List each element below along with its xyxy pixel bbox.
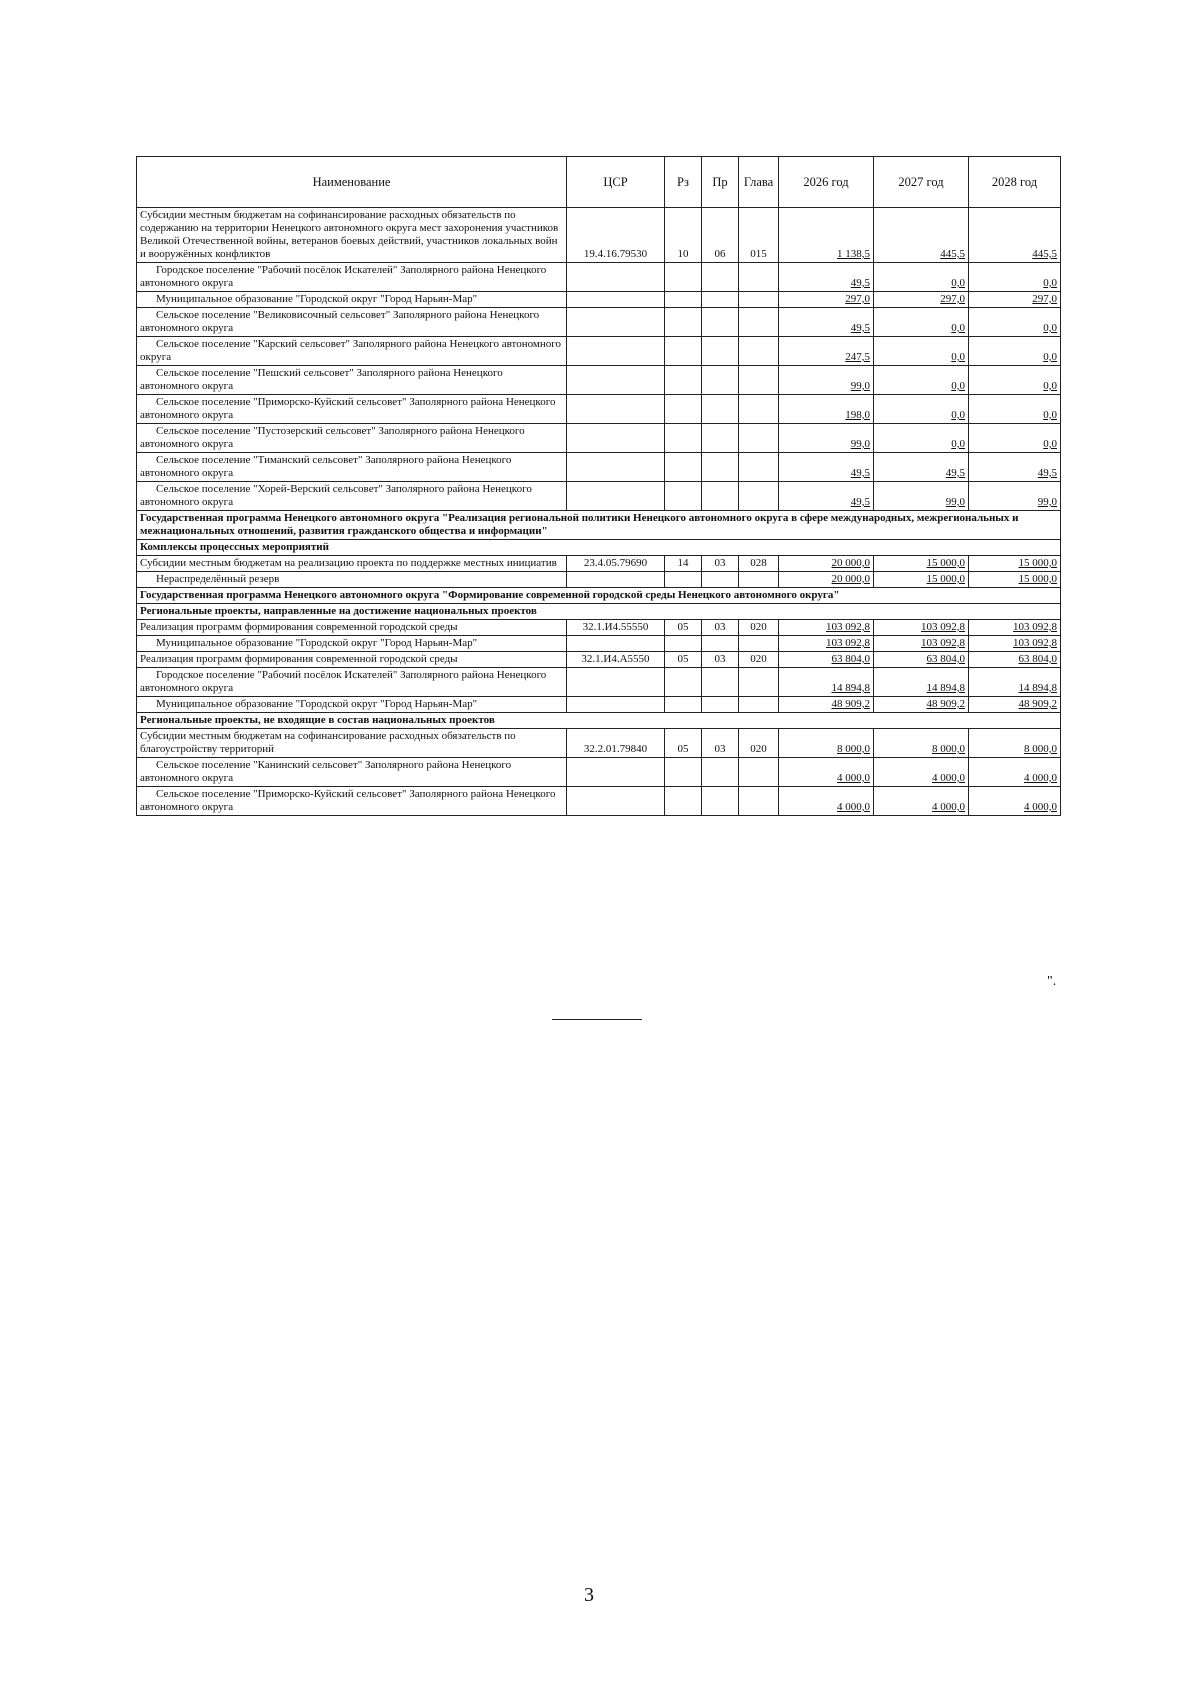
cell-rz: 10 [665, 208, 702, 263]
cell-2028: 0,0 [969, 308, 1061, 337]
cell-name: Муниципальное образование "Городской округ "Город Нарьян-Мар" [137, 636, 567, 652]
cell-name: Сельское поселение "Тиманский сельсовет" Заполярного района Ненецкого автономного округа [137, 453, 567, 482]
cell-2026: 99,0 [779, 366, 874, 395]
cell-glava [739, 572, 779, 588]
cell-2028: 63 804,0 [969, 652, 1061, 668]
cell-pr [702, 697, 739, 713]
table-body [137, 208, 1061, 816]
table-header-row [137, 157, 1061, 208]
cell-csr [567, 395, 665, 424]
section-row [137, 604, 1061, 620]
cell-2027: 4 000,0 [874, 787, 969, 816]
table-row [137, 668, 1061, 697]
header-name: Наименование [137, 157, 567, 208]
table-row [137, 787, 1061, 816]
cell-rz [665, 337, 702, 366]
cell-pr: 03 [702, 620, 739, 636]
cell-rz [665, 787, 702, 816]
cell-glava [739, 787, 779, 816]
cell-name: Сельское поселение "Хорей-Верский сельсовет" Заполярного района Ненецкого автономного округа [137, 482, 567, 511]
table-row [137, 697, 1061, 713]
cell-pr [702, 424, 739, 453]
cell-rz [665, 482, 702, 511]
cell-glava [739, 453, 779, 482]
cell-2026: 20 000,0 [779, 572, 874, 588]
cell-2027: 445,5 [874, 208, 969, 263]
cell-rz [665, 292, 702, 308]
cell-rz [665, 453, 702, 482]
cell-rz: 05 [665, 652, 702, 668]
table-row [137, 366, 1061, 395]
table-row [137, 292, 1061, 308]
cell-csr [567, 337, 665, 366]
cell-name: Сельское поселение "Приморско-Куйский сельсовет" Заполярного района Ненецкого автономного округа [137, 787, 567, 816]
cell-glava [739, 636, 779, 652]
cell-name: Реализация программ формирования современной городской среды [137, 652, 567, 668]
cell-glava: 028 [739, 556, 779, 572]
cell-csr [567, 572, 665, 588]
cell-2027: 0,0 [874, 308, 969, 337]
cell-csr [567, 263, 665, 292]
header-pr: Пр [702, 157, 739, 208]
cell-rz: 05 [665, 729, 702, 758]
cell-glava: 020 [739, 729, 779, 758]
cell-csr: 32.1.И4.55550 [567, 620, 665, 636]
table-row [137, 620, 1061, 636]
header-glava: Глава [739, 157, 779, 208]
table-row [137, 308, 1061, 337]
cell-rz: 14 [665, 556, 702, 572]
cell-rz [665, 395, 702, 424]
table-row [137, 453, 1061, 482]
section-row [137, 540, 1061, 556]
cell-2026: 297,0 [779, 292, 874, 308]
table-row [137, 758, 1061, 787]
page-number: 3 [584, 1584, 594, 1606]
cell-2027: 63 804,0 [874, 652, 969, 668]
cell-pr: 03 [702, 652, 739, 668]
table-row [137, 395, 1061, 424]
cell-2028: 15 000,0 [969, 572, 1061, 588]
cell-glava [739, 482, 779, 511]
cell-pr [702, 758, 739, 787]
cell-2028: 4 000,0 [969, 758, 1061, 787]
cell-name: Сельское поселение "Великовисочный сельсовет" Заполярного района Ненецкого автономного округа [137, 308, 567, 337]
cell-csr [567, 697, 665, 713]
cell-2026: 63 804,0 [779, 652, 874, 668]
cell-glava [739, 395, 779, 424]
cell-glava [739, 308, 779, 337]
cell-pr [702, 308, 739, 337]
cell-glava: 015 [739, 208, 779, 263]
cell-name: Нераспределённый резерв [137, 572, 567, 588]
cell-glava: 020 [739, 620, 779, 636]
table-row [137, 652, 1061, 668]
section-title: Государственная программа Ненецкого автономного округа "Формирование современной городской среды Ненецкого автономного округа" [137, 588, 1061, 604]
cell-rz [665, 263, 702, 292]
cell-name: Сельское поселение "Канинский сельсовет" Заполярного района Ненецкого автономного округа [137, 758, 567, 787]
cell-2028: 99,0 [969, 482, 1061, 511]
cell-pr [702, 787, 739, 816]
cell-2027: 0,0 [874, 337, 969, 366]
cell-2027: 103 092,8 [874, 636, 969, 652]
cell-csr: 23.4.05.79690 [567, 556, 665, 572]
header-2027: 2027 год [874, 157, 969, 208]
cell-2027: 49,5 [874, 453, 969, 482]
cell-2026: 247,5 [779, 337, 874, 366]
cell-name: Субсидии местным бюджетам на софинансирование расходных обязательств по благоустройству территорий [137, 729, 567, 758]
cell-pr [702, 263, 739, 292]
cell-2028: 49,5 [969, 453, 1061, 482]
cell-2027: 15 000,0 [874, 572, 969, 588]
cell-csr [567, 366, 665, 395]
cell-2027: 297,0 [874, 292, 969, 308]
cell-pr: 03 [702, 556, 739, 572]
cell-csr [567, 424, 665, 453]
cell-2026: 8 000,0 [779, 729, 874, 758]
cell-csr [567, 758, 665, 787]
cell-rz [665, 572, 702, 588]
cell-glava [739, 668, 779, 697]
cell-2026: 14 894,8 [779, 668, 874, 697]
cell-pr [702, 337, 739, 366]
end-quote-mark: ". [1047, 974, 1057, 989]
cell-2027: 15 000,0 [874, 556, 969, 572]
header-2026: 2026 год [779, 157, 874, 208]
cell-name: Сельское поселение "Пустозерский сельсовет" Заполярного района Ненецкого автономного округа [137, 424, 567, 453]
cell-2028: 14 894,8 [969, 668, 1061, 697]
cell-rz [665, 697, 702, 713]
cell-2027: 0,0 [874, 395, 969, 424]
cell-2026: 198,0 [779, 395, 874, 424]
cell-csr [567, 292, 665, 308]
cell-name: Муниципальное образование "Городской округ "Город Нарьян-Мар" [137, 697, 567, 713]
cell-pr [702, 572, 739, 588]
cell-2026: 49,5 [779, 263, 874, 292]
header-2028: 2028 год [969, 157, 1061, 208]
table-row [137, 424, 1061, 453]
table-row [137, 636, 1061, 652]
cell-name: Городское поселение "Рабочий посёлок Искателей" Заполярного района Ненецкого автономного округа [137, 263, 567, 292]
cell-csr [567, 787, 665, 816]
cell-rz [665, 668, 702, 697]
cell-2027: 0,0 [874, 263, 969, 292]
cell-pr [702, 453, 739, 482]
cell-2028: 48 909,2 [969, 697, 1061, 713]
separator-line [552, 1019, 642, 1020]
cell-pr [702, 482, 739, 511]
cell-2026: 49,5 [779, 482, 874, 511]
table-row [137, 572, 1061, 588]
cell-2026: 103 092,8 [779, 620, 874, 636]
table-row [137, 729, 1061, 758]
cell-2028: 15 000,0 [969, 556, 1061, 572]
cell-2027: 103 092,8 [874, 620, 969, 636]
cell-name: Сельское поселение "Приморско-Куйский сельсовет" Заполярного района Ненецкого автономного округа [137, 395, 567, 424]
section-row [137, 713, 1061, 729]
cell-2028: 0,0 [969, 395, 1061, 424]
cell-csr [567, 636, 665, 652]
cell-name: Субсидии местным бюджетам на реализацию проекта по поддержке местных инициатив [137, 556, 567, 572]
cell-csr [567, 308, 665, 337]
table-row [137, 337, 1061, 366]
cell-2027: 14 894,8 [874, 668, 969, 697]
cell-2026: 103 092,8 [779, 636, 874, 652]
cell-rz [665, 636, 702, 652]
cell-2028: 8 000,0 [969, 729, 1061, 758]
cell-pr: 03 [702, 729, 739, 758]
cell-glava [739, 263, 779, 292]
header-rz: Рз [665, 157, 702, 208]
table-row [137, 482, 1061, 511]
cell-csr: 32.2.01.79840 [567, 729, 665, 758]
cell-2026: 99,0 [779, 424, 874, 453]
cell-2026: 4 000,0 [779, 758, 874, 787]
cell-pr [702, 636, 739, 652]
cell-name: Реализация программ формирования современной городской среды [137, 620, 567, 636]
cell-csr [567, 668, 665, 697]
cell-2026: 1 138,5 [779, 208, 874, 263]
cell-pr [702, 366, 739, 395]
cell-2026: 49,5 [779, 308, 874, 337]
cell-2028: 0,0 [969, 424, 1061, 453]
cell-pr [702, 395, 739, 424]
cell-rz [665, 308, 702, 337]
section-title: Комплексы процессных мероприятий [137, 540, 1061, 556]
cell-name: Муниципальное образование "Городской округ "Город Нарьян-Мар" [137, 292, 567, 308]
cell-rz [665, 758, 702, 787]
section-row [137, 511, 1061, 540]
cell-name: Сельское поселение "Пешский сельсовет" Заполярного района Ненецкого автономного округа [137, 366, 567, 395]
cell-pr [702, 668, 739, 697]
cell-csr [567, 453, 665, 482]
cell-glava [739, 424, 779, 453]
budget-table [136, 156, 1061, 816]
cell-csr [567, 482, 665, 511]
cell-2028: 445,5 [969, 208, 1061, 263]
section-title: Региональные проекты, не входящие в состав национальных проектов [137, 713, 1061, 729]
cell-glava: 020 [739, 652, 779, 668]
table-row [137, 208, 1061, 263]
cell-2026: 49,5 [779, 453, 874, 482]
table-row [137, 263, 1061, 292]
cell-glava [739, 337, 779, 366]
cell-2028: 0,0 [969, 337, 1061, 366]
cell-2027: 0,0 [874, 366, 969, 395]
section-row [137, 588, 1061, 604]
cell-2027: 4 000,0 [874, 758, 969, 787]
cell-2028: 103 092,8 [969, 636, 1061, 652]
header-csr: ЦСР [567, 157, 665, 208]
cell-glava [739, 292, 779, 308]
cell-2027: 48 909,2 [874, 697, 969, 713]
cell-2028: 297,0 [969, 292, 1061, 308]
cell-2026: 4 000,0 [779, 787, 874, 816]
cell-2028: 103 092,8 [969, 620, 1061, 636]
cell-2027: 0,0 [874, 424, 969, 453]
cell-glava [739, 758, 779, 787]
cell-name: Субсидии местным бюджетам на софинансирование расходных обязательств по содержанию на территории Ненецкого автономного округа мест захоронения участников Великой Отечественной войны, ветеранов боевых действий, участников локальных войн и вооружённых конфликтов [137, 208, 567, 263]
cell-rz: 05 [665, 620, 702, 636]
cell-pr [702, 292, 739, 308]
section-title: Региональные проекты, направленные на достижение национальных проектов [137, 604, 1061, 620]
cell-rz [665, 366, 702, 395]
cell-glava [739, 366, 779, 395]
cell-glava [739, 697, 779, 713]
cell-csr: 19.4.16.79530 [567, 208, 665, 263]
cell-name: Городское поселение "Рабочий посёлок Искателей" Заполярного района Ненецкого автономного округа [137, 668, 567, 697]
cell-2028: 4 000,0 [969, 787, 1061, 816]
cell-2027: 99,0 [874, 482, 969, 511]
cell-rz [665, 424, 702, 453]
cell-csr: 32.1.И4.А5550 [567, 652, 665, 668]
cell-2027: 8 000,0 [874, 729, 969, 758]
cell-2026: 48 909,2 [779, 697, 874, 713]
cell-2028: 0,0 [969, 263, 1061, 292]
cell-name: Сельское поселение "Карский сельсовет" Заполярного района Ненецкого автономного округа [137, 337, 567, 366]
cell-2028: 0,0 [969, 366, 1061, 395]
table-row [137, 556, 1061, 572]
cell-pr: 06 [702, 208, 739, 263]
section-title: Государственная программа Ненецкого автономного округа "Реализация региональной политики Ненецкого автономного округа в сфере международных, межрегиональных и межнациональных отношений, развития гражданского общества и информации" [137, 511, 1061, 540]
cell-2026: 20 000,0 [779, 556, 874, 572]
